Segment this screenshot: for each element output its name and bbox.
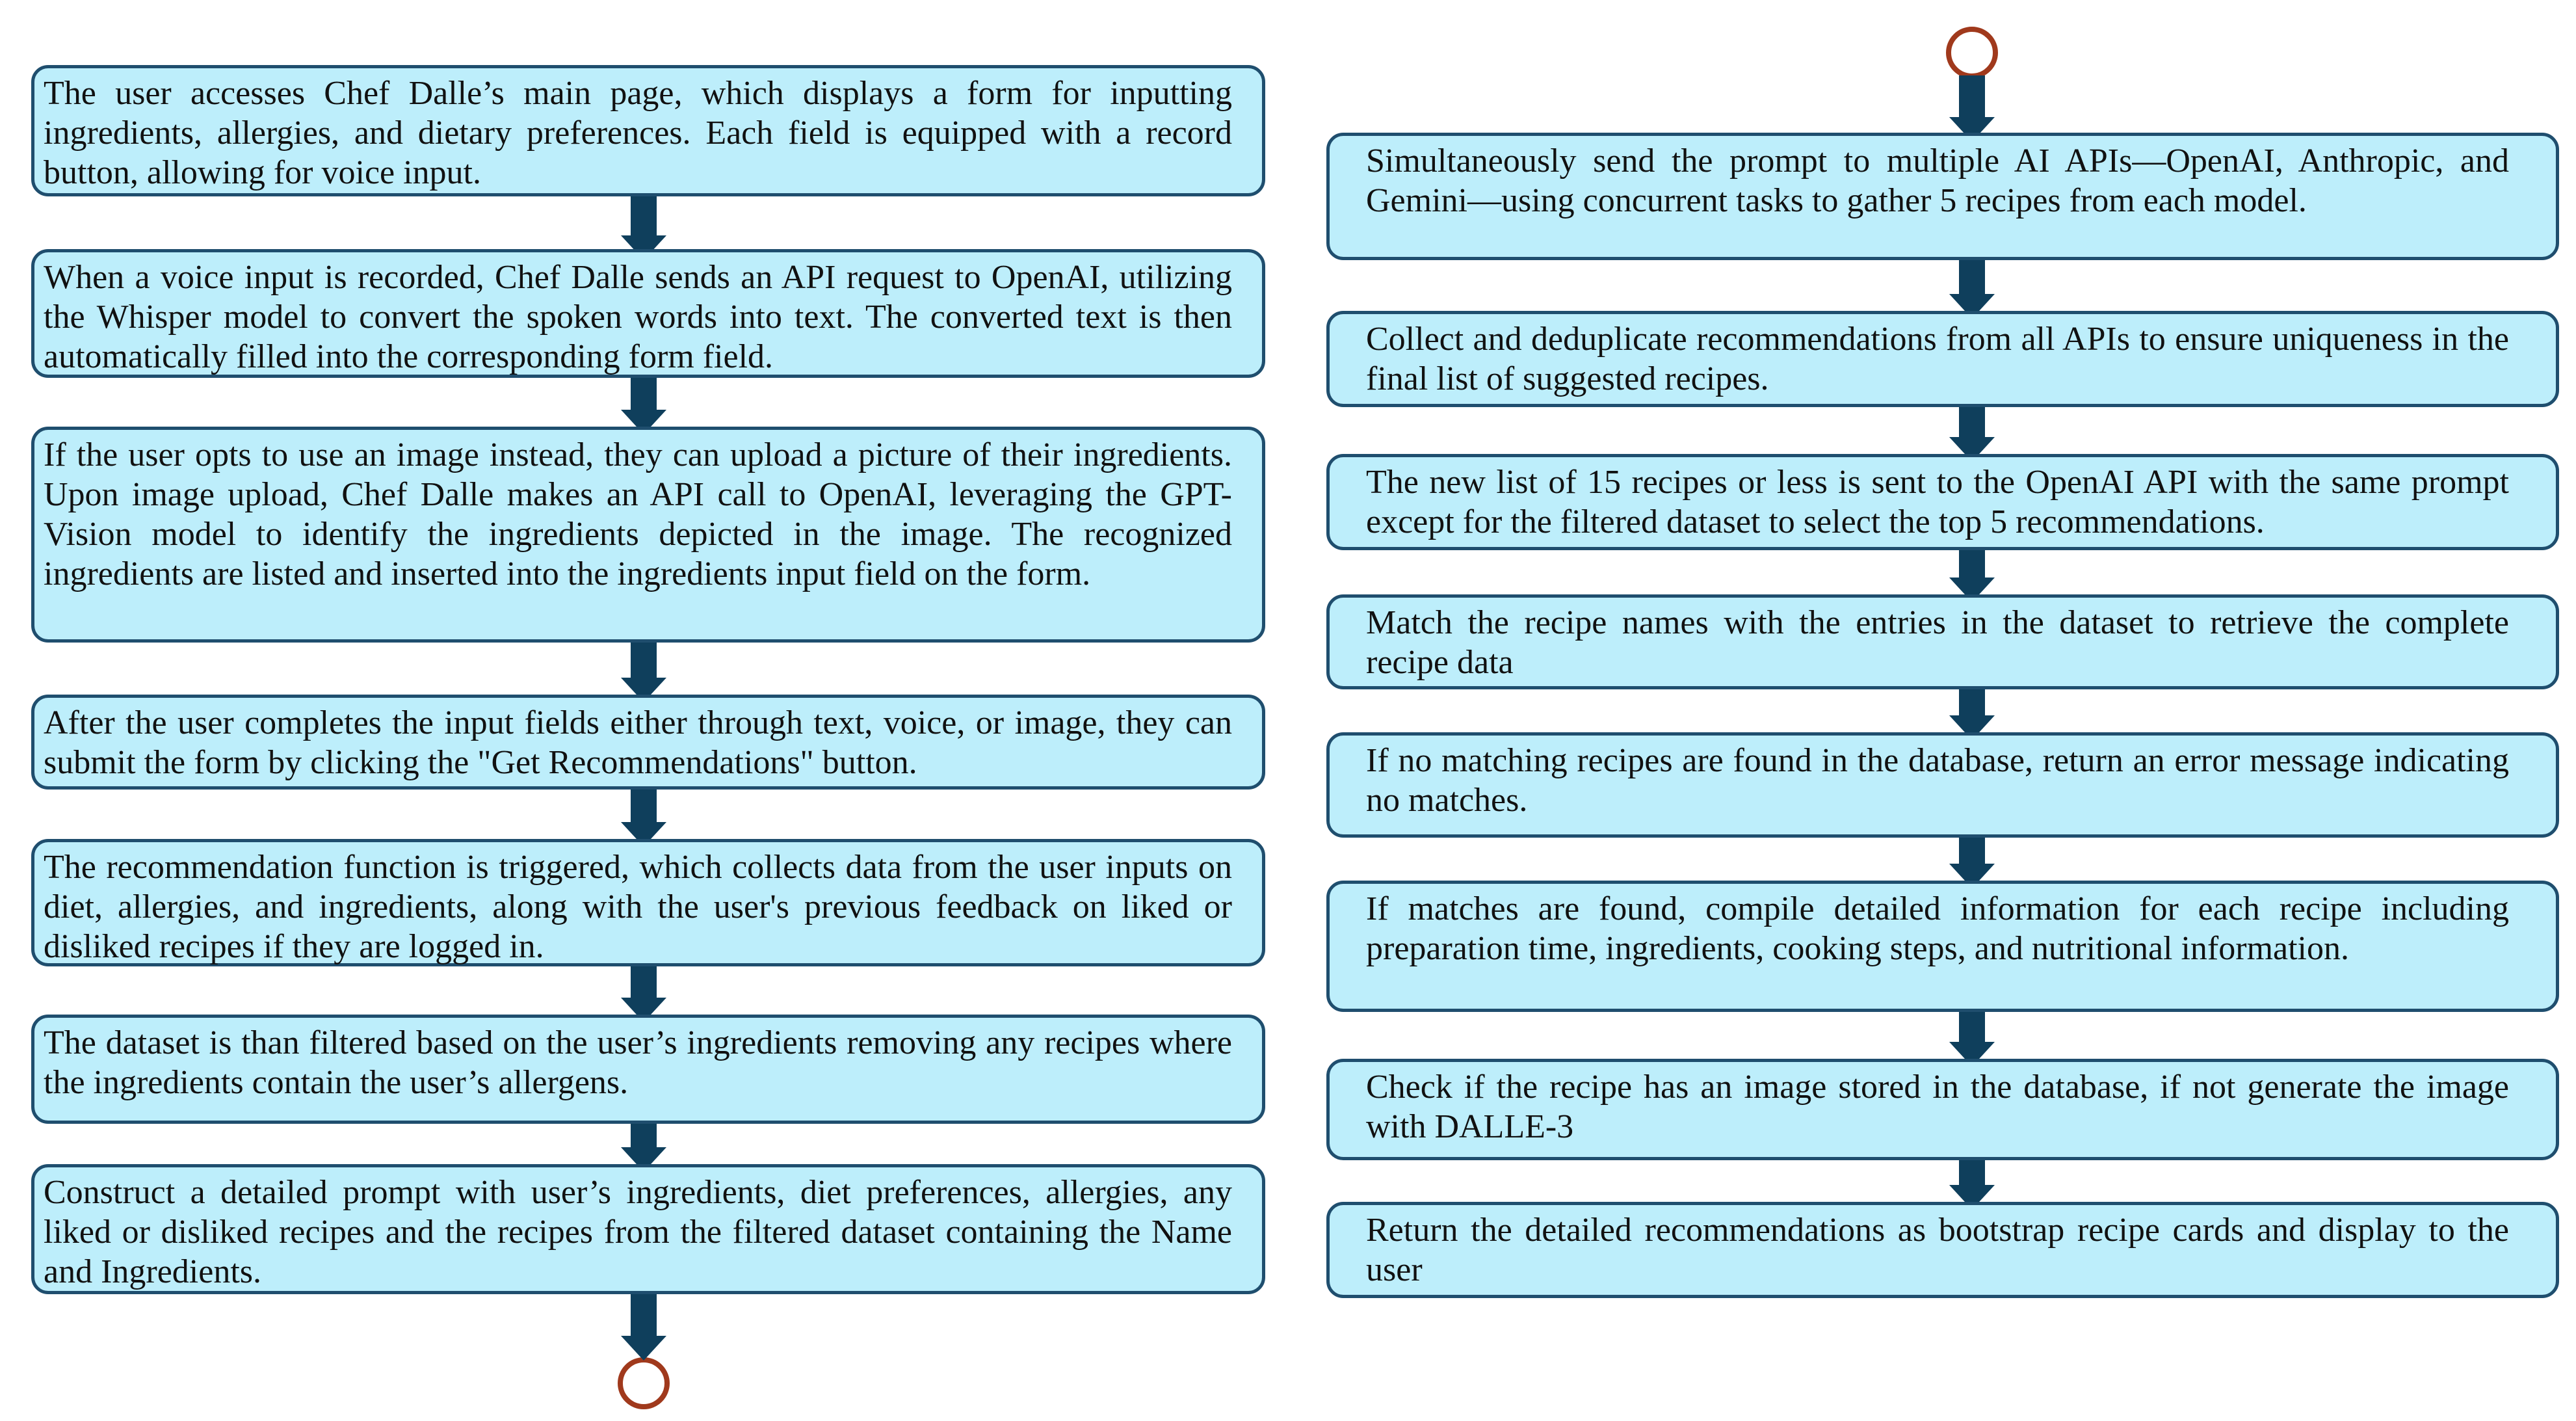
flow-step-voice-input-whisper: When a voice input is recorded, Chef Dalle sends an API request to OpenAI, utilizing the Whisper model to convert the spoken words into text. The converted text is then automatically filled into the corresponding form field. [31,249,1265,378]
flow-arrow-down [1949,75,1995,142]
flow-start-connector-circle [1949,29,1995,76]
flow-step-send-prompt-multiple-apis: Simultaneously send the prompt to multiple AI APIs—OpenAI, Anthropic, and Gemini—using concurrent tasks to gather 5 recipes from each model. [1326,133,2559,260]
flow-arrow-down [1949,398,1995,462]
flow-step-recommendation-triggered: The recommendation function is triggered, which collects data from the user inputs on diet, allergies, and ingredients, along with the user's previous feedback on liked or disliked recipes if they are logged in. [31,839,1265,966]
flow-step-return-recipe-cards: Return the detailed recommendations as bootstrap recipe cards and display to the user [1326,1202,2559,1298]
flow-arrow-down [1949,1003,1995,1067]
flow-step-compile-details: If matches are found, compile detailed information for each recipe including preparation time, ingredients, cooking steps, and nutritional information. [1326,881,2559,1012]
flow-step-image-upload-gpt-vision: If the user opts to use an image instead, they can upload a picture of their ingredients. Upon image upload, Chef Dalle makes an API call to OpenAI, leveraging the GPT-Vision model to identify the ingredients depicted in the image. The recognized ingredients are listed and inserted into the ingredients input field on the form. [31,427,1265,643]
flow-arrow-down [621,1284,666,1361]
flow-step-accesses-main-page: The user accesses Chef Dalle’s main page, which displays a form for inputting ingredients, allergies, and dietary preferences. Each field is equipped with a record button, allowing for voice input. [31,65,1265,196]
flow-end-connector-circle [620,1360,667,1407]
flow-arrow-down [1949,251,1995,319]
flow-step-construct-prompt: Construct a detailed prompt with user’s ingredients, diet preferences, allergies, any liked or disliked recipes and the recipes from the filtered dataset containing the Name and Ingredients. [31,1164,1265,1294]
flow-arrow-down [1949,541,1995,602]
flow-arrow-down [621,368,666,434]
flow-step-no-matches-error: If no matching recipes are found in the database, return an error message indicating no matches. [1326,732,2559,838]
flow-step-check-image-dalle3: Check if the recipe has an image stored in the database, if not generate the image with DALLE-3 [1326,1059,2559,1160]
flow-step-filter-dataset-allergens: The dataset is than filtered based on the user’s ingredients removing any recipes where the ingredients contain the user’s allergens. [31,1015,1265,1124]
flow-step-match-recipe-names: Match the recipe names with the entries in the dataset to retrieve the complete recipe data [1326,594,2559,689]
flow-step-select-top-five: The new list of 15 recipes or less is sent to the OpenAI API with the same prompt except for the filtered dataset to select the top 5 recommendations. [1326,454,2559,550]
flow-step-submit-form: After the user completes the input fields either through text, voice, or image, they can submit the form by clicking the "Get Recommendations" button. [31,695,1265,790]
flow-step-deduplicate-recommendations: Collect and deduplicate recommendations from all APIs to ensure uniqueness in the final list of suggested recipes. [1326,311,2559,407]
